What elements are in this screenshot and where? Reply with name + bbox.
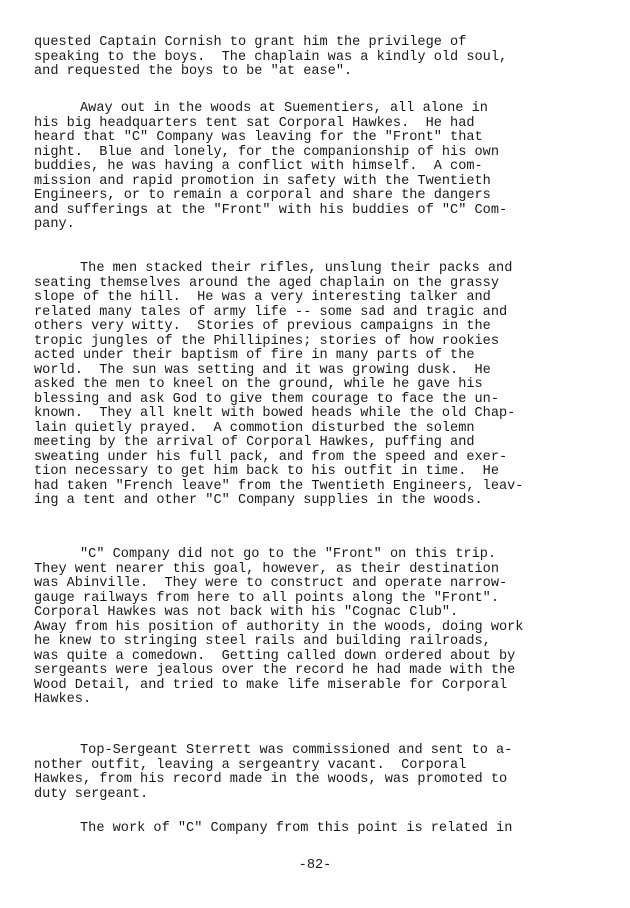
text-line: ing a tent and other "C" Company supplies in the woods.: [34, 493, 483, 508]
paragraph-sterrett-promotion: [34, 744, 614, 802]
text-line: They went nearer this goal, however, as their destination: [34, 561, 499, 577]
text-line: duty sergeant.: [34, 786, 149, 802]
paragraph-hawkes-headquarters: [34, 102, 614, 233]
paragraph-work-related: [34, 822, 614, 837]
text-line: Engineers, or to remain a corporal and share the dangers: [34, 188, 491, 203]
text-line: sweating under his full pack, and from the speed and exer-: [34, 449, 508, 465]
text-line: seating themselves around the aged chaplain on the grassy: [34, 275, 499, 291]
text-line: tropic jungles of the Phillipines; stories of how rookies: [34, 333, 499, 349]
text-line: blessing and ask God to give them courage to face the un-: [34, 391, 499, 407]
text-line: Away out in the woods at Suementiers, all alone in: [80, 101, 488, 116]
text-line: world. The sun was setting and it was growing dusk. He: [34, 362, 491, 378]
paragraph-chaplain-request: [34, 36, 614, 80]
text-line: others very witty. Stories of previous campaigns in the: [34, 319, 491, 334]
text-line: lain quietly prayed. A commotion disturbed the solemn: [34, 420, 475, 436]
text-line: slope of the hill. He was a very interesting talker and: [34, 290, 491, 305]
text-line: had taken "French leave" from the Twentieth Engineers, leav-: [34, 478, 524, 494]
text-line: buddies, he was having a conflict with himself. A com-: [34, 159, 483, 174]
text-line: known. They all knelt with bowed heads while the old Chap-: [34, 406, 516, 421]
text-line: gauge railways from here to all points along the "Front".: [34, 590, 499, 606]
text-line: related many tales of army life -- some sad and tragic and: [34, 304, 508, 320]
text-line: night. Blue and lonely, for the companionship of his own: [34, 144, 499, 160]
text-line: sergeants were jealous over the record he had made with the: [34, 663, 516, 678]
text-line: nother outfit, leaving a sergeantry vacant. Corporal: [34, 757, 467, 773]
paragraph-abinville: [34, 548, 614, 708]
text-line: The work of "C" Company from this point is related in: [80, 821, 513, 836]
text-line: speaking to the boys. The chaplain was a kindly old soul,: [34, 49, 508, 65]
text-line: quested Captain Cornish to grant him the privilege of: [34, 35, 467, 50]
text-line: pany.: [34, 217, 75, 232]
page-number: -82-: [298, 858, 332, 873]
text-line: "C" Company did not go to the "Front" on this trip.: [80, 547, 497, 562]
text-line: he knew to stringing steel rails and building railroads,: [34, 634, 491, 649]
text-line: Wood Detail, and tried to make life miserable for Corporal: [34, 677, 508, 693]
text-line: Hawkes, from his record made in the woods, was promoted to: [34, 772, 508, 787]
text-line: his big headquarters tent sat Corporal Hawkes. He had: [34, 115, 475, 131]
text-line: acted under their baptism of fire in many parts of the: [34, 348, 475, 363]
text-line: meeting by the arrival of Corporal Hawkes, puffing and: [34, 435, 475, 450]
text-line: Hawkes.: [34, 692, 92, 707]
text-line: was Abinville. They were to construct and operate narrow-: [34, 576, 508, 591]
text-line: The men stacked their rifles, unslung their packs and: [80, 261, 513, 276]
text-line: and sufferings at the "Front" with his buddies of "C" Com-: [34, 202, 508, 218]
text-line: asked the men to kneel on the ground, while he gave his: [34, 377, 483, 392]
text-line: Top-Sergeant Sterrett was commissioned and sent to a-: [80, 743, 513, 758]
paragraph-chaplain-talk: [34, 262, 614, 509]
text-line: and requested the boys to be "at ease".: [34, 64, 353, 79]
text-line: heard that "C" Company was leaving for the "Front" that: [34, 130, 483, 145]
text-line: mission and rapid promotion in safety with the Twentieth: [34, 173, 491, 189]
text-line: tion necessary to get him back to his outfit in time. He: [34, 464, 499, 479]
text-line: Away from his position of authority in the woods, doing work: [34, 619, 524, 635]
text-line: Corporal Hawkes was not back with his "Cognac Club".: [34, 605, 459, 620]
text-line: was quite a comedown. Getting called down ordered about by: [34, 648, 516, 664]
